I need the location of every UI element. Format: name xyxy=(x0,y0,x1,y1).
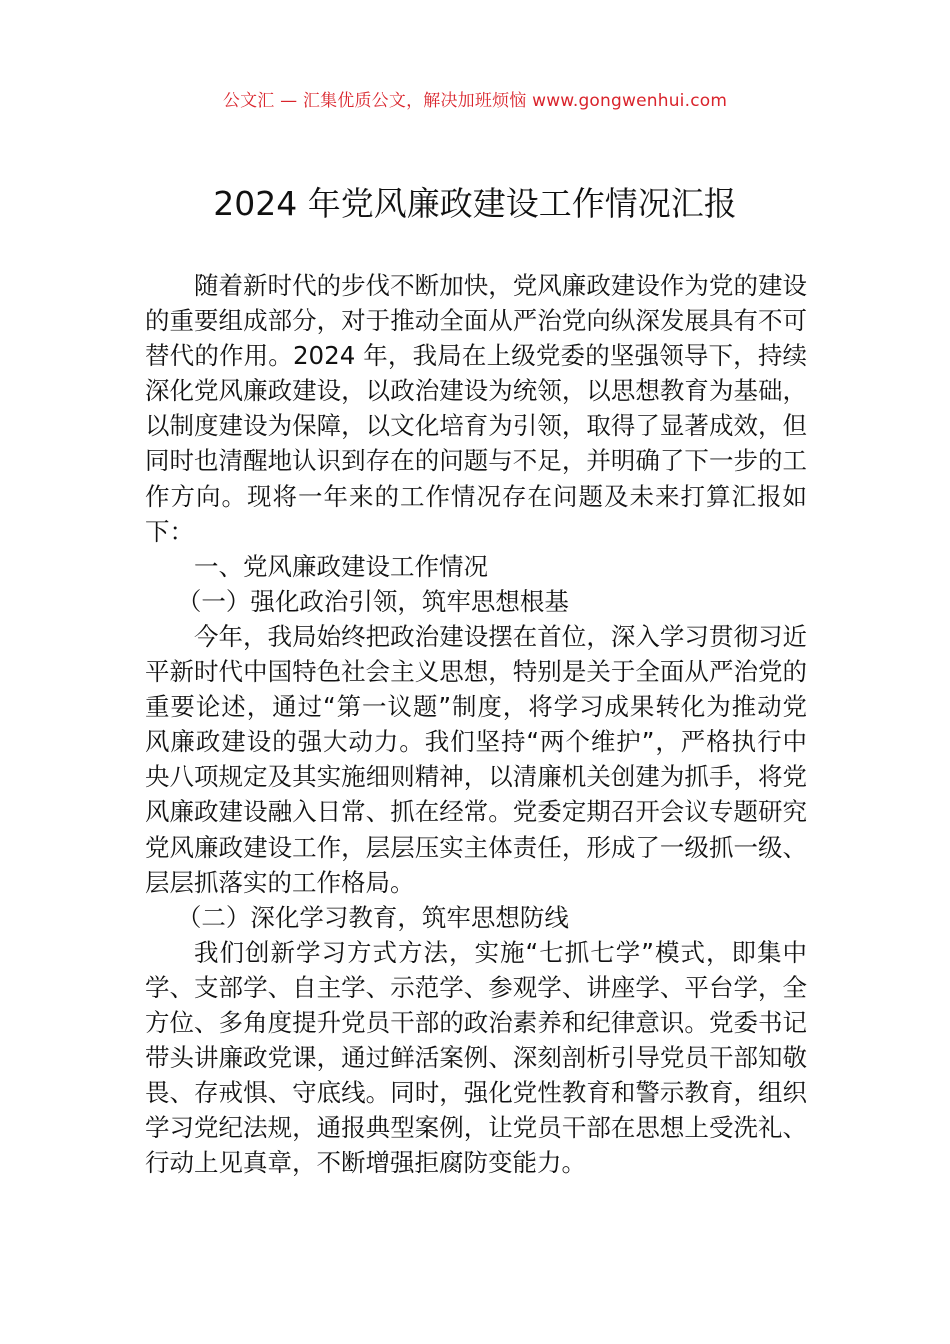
subsection-2-heading: （二）深化学习教育，筑牢思想防线 xyxy=(176,902,569,932)
header-banner: 公文汇 — 汇集优质公文，解决加班烦恼 www.gongwenhui.com xyxy=(222,91,728,111)
document-body xyxy=(145,268,807,1180)
subsection-1-heading: （一）强化政治引领，筑牢思想根基 xyxy=(176,586,569,616)
document-title: 2024 年党风廉政建设工作情况汇报 xyxy=(213,184,737,223)
subsection-1-paragraph: 今年，我局始终把政治建设摆在首位，深入学习贯彻习近平新时代中国特色社会主义思想，特别是关于全面从严治党的重要论述，通过“第一议题”制度，将学习成果转化为推动党风廉政建设的强大动力。我们坚持“两个维护”，严格执行中央八项规定及其实施细则精神，以清廉机关创建为抓手，将党风廉政建设融入日常、抓在经常。党委定期召开会议专题研究党风廉政建设工作，层层压实主体责任，形成了一级抓一级、层层抓落实的工作格局。 xyxy=(145,621,807,897)
section-1-heading: 一、党风廉政建设工作情况 xyxy=(194,551,488,581)
subsection-2-paragraph: 我们创新学习方式方法，实施“七抓七学”模式，即集中学、支部学、自主学、示范学、参观学、讲座学、平台学，全方位、多角度提升党员干部的政治素养和纪律意识。党委书记带头讲廉政党课，通过鲜活案例、深刻剖析引导党员干部知敬畏、存戒惧、守底线。同时，强化党性教育和警示教育，组织学习党纪法规，通报典型案例，让党员干部在思想上受洗礼、行动上见真章，不断增强拒腐防变能力。 xyxy=(145,937,807,1178)
intro-paragraph: 随着新时代的步伐不断加快，党风廉政建设作为党的建设的重要组成部分，对于推动全面从严治党向纵深发展具有不可替代的作用。2024 年，我局在上级党委的坚强领导下，持续深化党风廉政建设，以政治建设为统领，以思想教育为基础，以制度建设为保障，以文化培育为引领，取得了显著成效，但同时也清醒地认识到存在的问题与不足，并明确了下一步的工作方向。现将一年来的工作情况存在问题及未来打算汇报如下： xyxy=(145,271,807,546)
